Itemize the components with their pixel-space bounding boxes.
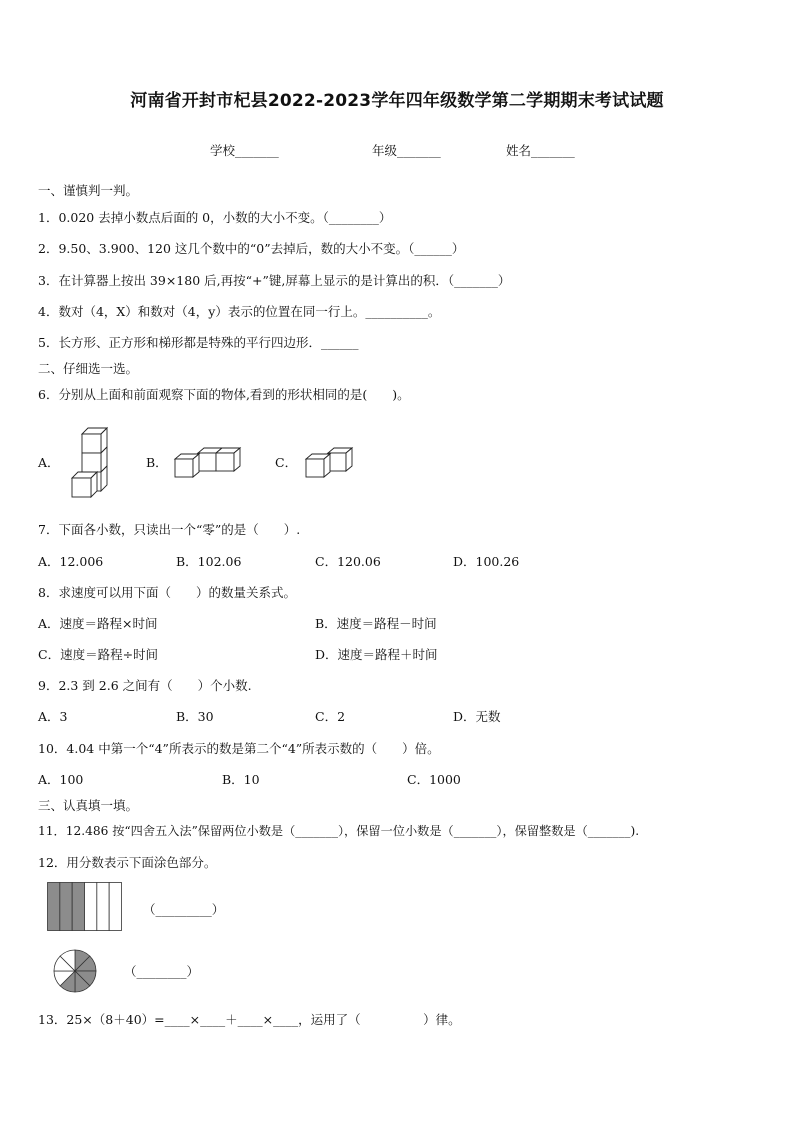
q10-option-c: C．1000: [407, 772, 461, 787]
question-2: 2．9.50、3.900、120 这几个数中的“0”去掉后，数的大小不变。（______）: [38, 241, 465, 256]
question-12: 12．用分数表示下面涂色部分。: [38, 855, 217, 870]
cube-figure-b: [172, 447, 242, 479]
question-13: 13．25×（8＋40）=____×____＋____×____，运用了（ ）律。: [38, 1012, 461, 1027]
shaded-circle-figure: [52, 948, 98, 994]
q7-option-b: B．102.06: [176, 554, 242, 569]
q7-option-c: C．120.06: [315, 554, 381, 569]
school-field: 学校_______: [210, 143, 279, 158]
page-title: 河南省开封市杞县2022-2023学年四年级数学第二学期期末考试试题: [130, 91, 664, 111]
question-1: 1．0.020 去掉小数点后面的 0，小数的大小不变。（________）: [38, 210, 392, 225]
section-heading-1: 一、谨慎判一判。: [38, 183, 139, 198]
question-11: 11．12.486 按“四舍五入法”保留两位小数是（_______），保留一位小数是（_______），保留整数是（_______).: [38, 824, 640, 838]
question-3: 3．在计算器上按出 39×180 后,再按“+”键,屏幕上显示的是计算出的积．（_______）: [38, 273, 511, 288]
q7-option-a: A．12.006: [38, 554, 104, 569]
rect-strip: [48, 883, 60, 931]
q10-option-b: B．10: [222, 772, 260, 787]
cube-figure-c: [302, 447, 358, 479]
q8-option-d: D．速度＝路程＋时间: [315, 647, 438, 662]
question-4: 4．数对（4，X）和数对（4，y）表示的位置在同一行上。__________。: [38, 304, 441, 319]
q9-option-c: C．2: [315, 709, 346, 724]
section-heading-3: 三、认真填一填。: [38, 798, 139, 813]
rect-strip: [109, 883, 121, 931]
rect-strip: [97, 883, 109, 931]
q10-option-a: A．100: [38, 772, 84, 787]
q6-option-a: A．: [38, 455, 60, 470]
question-9: 9．2.3 到 2.6 之间有（ ）个小数.: [38, 678, 252, 693]
q7-option-d: D．100.26: [453, 554, 520, 569]
q9-option-a: A．3: [38, 709, 68, 724]
cube-figure-a: [70, 426, 112, 500]
question-10: 10．4.04 中第一个“4”所表示的数是第二个“4”所表示数的（ ）倍。: [38, 741, 440, 756]
rect-strip: [72, 883, 84, 931]
name-field: 姓名_______: [506, 143, 575, 158]
rect-strip: [85, 883, 97, 931]
rect-answer-blank: （_________）: [143, 902, 225, 917]
q9-option-d: D．无数: [453, 709, 501, 724]
q6-option-b: B．: [146, 455, 168, 470]
circle-answer-blank: （________）: [124, 964, 200, 979]
q9-option-b: B．30: [176, 709, 214, 724]
q8-option-b: B．速度＝路程－时间: [315, 616, 437, 631]
q6-option-c: C．: [275, 455, 298, 470]
q8-option-a: A．速度＝路程×时间: [38, 616, 158, 631]
question-8: 8．求速度可以用下面（ ）的数量关系式。: [38, 585, 296, 600]
shaded-rectangle-figure: [47, 882, 122, 932]
grade-field: 年级_______: [372, 143, 441, 158]
section-heading-2: 二、仔细选一选。: [38, 361, 139, 376]
question-5: 5．长方形、正方形和梯形都是特殊的平行四边形．______: [38, 335, 359, 350]
question-7: 7．下面各小数，只读出一个“零”的是（ ）.: [38, 522, 301, 537]
question-6: 6．分别从上面和前面观察下面的物体,看到的形状相同的是( )。: [38, 387, 410, 402]
rect-strip: [60, 883, 72, 931]
q8-option-c: C．速度＝路程÷时间: [38, 647, 159, 662]
